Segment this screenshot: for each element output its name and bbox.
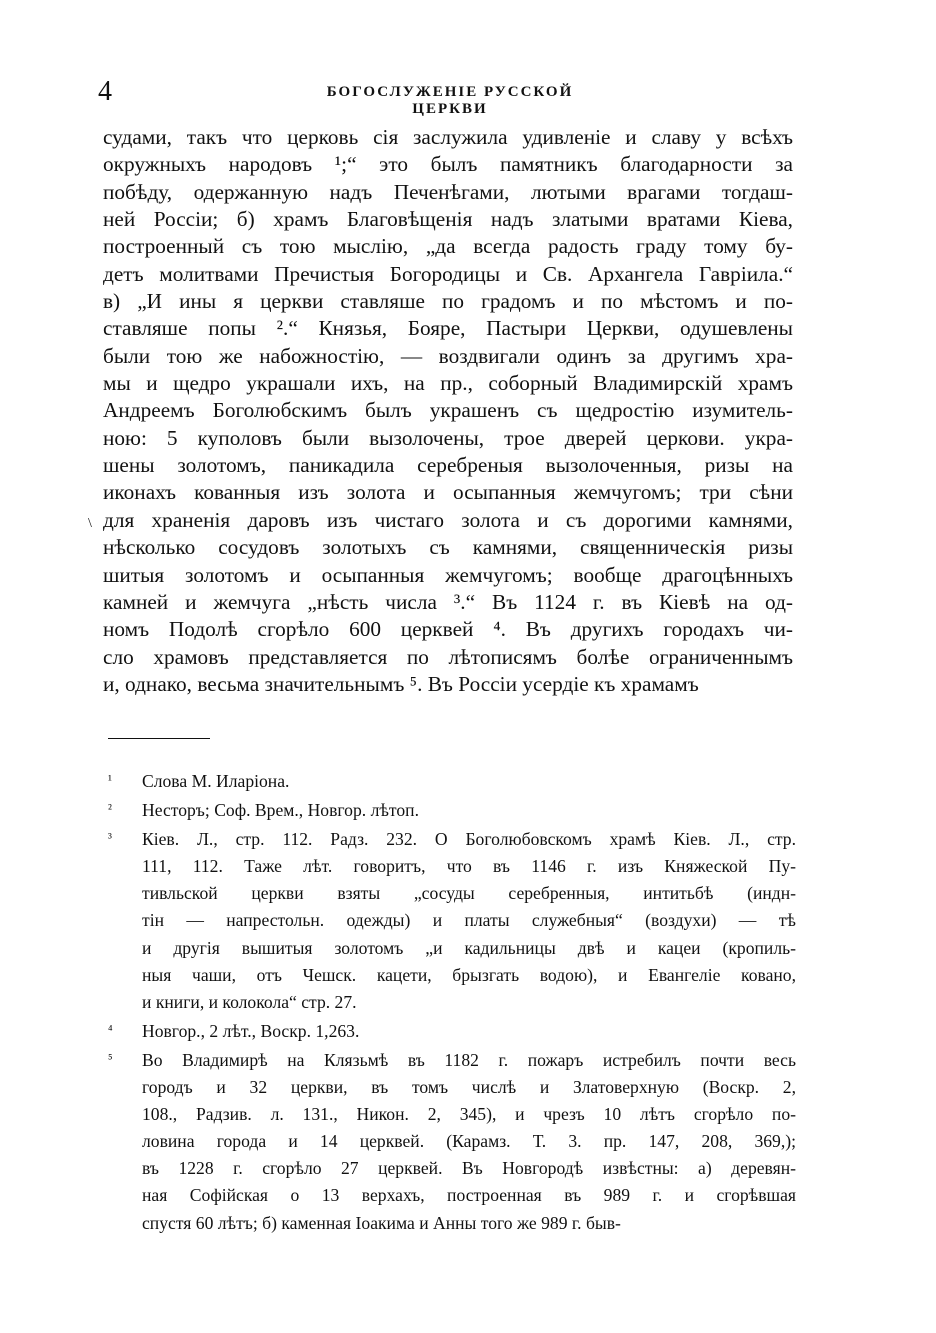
footnote-rule: [108, 738, 210, 739]
footnotes: [108, 766, 796, 1237]
footnote-line: 108., Радзив. л. 131., Никон. 2, 345), и чрезъ 10 лѣтъ сгорѣло по-: [142, 1104, 796, 1125]
footnote: [108, 824, 796, 1016]
text-line: ною: 5 куполовъ были вызолочены, трое дверей церкови. укра-: [103, 425, 793, 450]
text-line: окружныхъ народовъ ¹;“ это былъ памятникъ благодарности за: [103, 152, 793, 177]
footnote-line: [108, 766, 796, 795]
footnote-line: городъ и 32 церкви, въ томъ числѣ и Златоверхную (Воскр. 2,: [142, 1077, 796, 1098]
main-text: [103, 124, 793, 698]
footnote: [108, 766, 796, 795]
text-line: Андреемъ Боголюбскимъ былъ украшенъ съ щедростію изумитель-: [103, 398, 793, 423]
footnote-text: Несторъ; Соф. Врем., Новгор. лѣтоп.: [142, 800, 419, 821]
text-line: ставляше попы ².“ Князья, Бояре, Пастыри Церкви, одушевлены: [103, 316, 793, 341]
page-number: 4: [98, 76, 112, 107]
footnote-line: ная Софійская о 13 верхахъ, построенная въ 989 г. и сгорѣвшая: [142, 1185, 796, 1206]
footnote-marker: ⁵: [108, 1050, 113, 1066]
text-line: судами, такъ что церковь сія заслужила удивленіе и славу у всѣхъ: [103, 125, 793, 149]
footnote-line: тивльской церкви взяты „сосуды серебренныя, интитьбѣ (индн-: [142, 883, 796, 904]
text-line: нѣсколько сосудовъ золотыхъ съ камнями, священническія ризы: [103, 535, 793, 560]
text-line: ней Россіи; б) храмъ Благовѣщенія надъ златыми вратами Кіева,: [103, 207, 793, 232]
text-line: сло храмовъ представляется по лѣтописямъ болѣе ограниченнымъ: [103, 644, 793, 669]
footnote-line: [108, 824, 796, 853]
footnote-line: [108, 795, 796, 824]
text-line: иконахъ кованныя изъ золота и осыпанныя жемчугомъ; три сѣни: [103, 480, 793, 505]
footnote-line: ловина города и 14 церквей. (Карамз. Т. 3. пр. 147, 208, 369,);: [142, 1131, 796, 1152]
footnote-line: спустя 60 лѣтъ; б) каменная Іоакима и Анны того же 989 г. быв-: [142, 1212, 621, 1233]
footnote-text: Во Владимирѣ на Клязьмѣ въ 1182 г. пожаръ истребилъ почти весь: [142, 1049, 796, 1070]
text-line: построенный съ тою мыслію, „да всегда радость граду тому бу-: [103, 234, 793, 259]
footnote-text: Слова М. Иларіона.: [142, 771, 290, 791]
text-line: шены золотомъ, паникадила серебреныя вызолоченныя, ризы на: [103, 453, 793, 478]
stray-mark: \: [88, 516, 92, 531]
text-line: шитыя золотомъ и осыпанныя жемчугомъ; вообще драгоцѣнныхъ: [103, 562, 793, 587]
text-line: для храненія даровъ изъ чистаго золота и съ дорогими камнями,: [103, 507, 793, 532]
footnote-text: Новгор., 2 лѣт., Воскр. 1,263.: [142, 1020, 360, 1041]
footnote-line: тін — напрестольн. одежды) и платы служебныя“ (воздухи) — тѣ: [142, 910, 796, 931]
running-title: БОГОСЛУЖЕНІЕ РУССКОЙ ЦЕРКВИ: [326, 84, 574, 117]
footnote: [108, 1045, 796, 1237]
footnote-line: [108, 1045, 796, 1074]
text-line: номъ Подолѣ сгорѣло 600 церквей ⁴. Въ другихъ городахъ чи-: [103, 617, 793, 642]
footnote-text: Кіев. Л., стр. 112. Радз. 232. О Боголюбовскомъ храмѣ Кіев. Л., стр.: [142, 829, 796, 850]
text-line: мы и щедро украшали ихъ, на пр., соборный Владимирскій храмъ: [103, 371, 793, 396]
footnote-line: [108, 1016, 796, 1045]
text-line: камней и жемчуга „нѣсть числа ³.“ Въ 1124 г. въ Кіевѣ на од-: [103, 589, 793, 614]
footnote-line: и другія вышитыя золотомъ „и кадильницы двѣ и кацеи (кропиль-: [142, 937, 796, 958]
footnote-line: 111, 112. Таже лѣт. говоритъ, что въ 1146 г. изъ Княжеской Пу-: [142, 856, 796, 877]
footnote-marker: ⁴: [108, 1021, 113, 1037]
text-line: детъ молитвами Пречистыя Богородицы и Св. Архангела Гавріила.“: [103, 261, 793, 286]
footnote-line: и книги, и колокола“ стр. 27.: [142, 991, 357, 1012]
footnote-line: ныя чаши, отъ Чешск. кацети, брызгать водою), и Евангеліе ковано,: [142, 964, 796, 985]
text-line: побѣду, одержанную надъ Печенѣгами, лютыми врагами тогдаш-: [103, 179, 793, 204]
text-line: в) „И ины я церкви ставляше по градомъ и по мѣстомъ и по-: [103, 289, 793, 314]
footnote-marker: ¹: [108, 772, 112, 787]
footnote: [108, 1016, 796, 1045]
footnote-marker: ²: [108, 801, 112, 817]
footnote: [108, 795, 796, 824]
footnote-line: въ 1228 г. сгорѣло 27 церквей. Въ Новгородѣ извѣстны: а) деревян-: [142, 1158, 796, 1179]
text-line: были тою же набожностію, — воздвигали одинъ за другимъ хра-: [103, 343, 793, 368]
footnote-marker: ³: [108, 830, 112, 846]
text-line: и, однако, весьма значительнымъ ⁵. Въ Россіи усердіе къ храмамъ: [103, 671, 699, 696]
